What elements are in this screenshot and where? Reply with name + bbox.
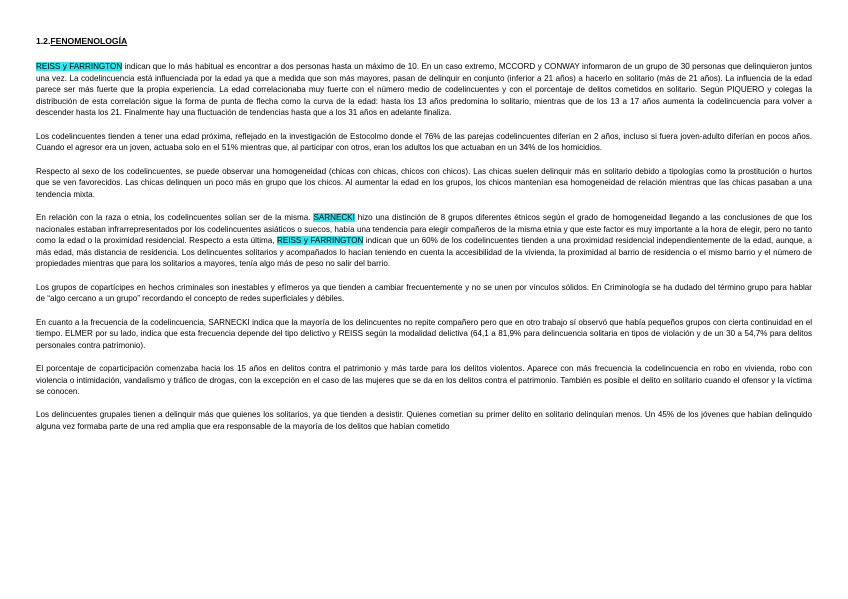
paragraph-text: En cuanto a la frecuencia de la codelincuencia, SARNECKI indica que la mayoría de los delincuentes no repite compañero pero que en otro trabajo sí observó que había pequeños grupos con cierta continuidad en el tiempo. ELMER por su lado, indica que esta frecuencia depende del tipo delictivo y REISS según la modalidad delictiva (64,1 a 81,9% para delincuencia solitaria en tipos de violación y de un 30 a 54,7% para delitos personales contra patrimonio). — [36, 317, 812, 350]
paragraph-text: Los codelincuentes tienden a tener una edad próxima, reflejado en la investigación de Estocolmo donde el 76% de las parejas codelincuentes diferían en 2 años, incluso si fuera joven-adulto diferían en pocos años. Cuando el agresor era un joven, actuaba solo en el 51% mientras que, al participar con otros, eran los adultos los que actuaban en un 34% de los homicidios. — [36, 131, 812, 153]
paragraph-8 — [36, 409, 812, 432]
highlighted-citation: REISS y FARRINGTON — [277, 236, 364, 246]
paragraph-text: En relación con la raza o etnia, los codelincuentes solían ser de la misma. — [36, 213, 314, 222]
highlighted-citation: SARNECKI — [313, 213, 355, 222]
paragraph-text: Respecto al sexo de los codelincuentes, se puede observar una homogeneidad (chicas con chicas, chicos con chicos). Las chicas suelen delinquir más en solitario debido a tipologías como la prostitución o hurtos que se ven favorecidos. Las chicas delinquen un poco más en grupo que los chicos. Al aumentar la edad en los grupos, los chicos mantenían esa homogeneidad de relación mientras que las chicas pasaban a una tendencia mixta. — [36, 166, 812, 199]
paragraph-3 — [36, 166, 812, 201]
paragraph-text: indican que lo más habitual es encontrar a dos personas hasta un máximo de 10. En un caso extremo, MCCORD y CONWAY informaron de un grupo de 30 personas que delinquieron juntos una vez. La codelincuencia está influenciada por la edad ya que a medida que son más mayores, pasan de delinquir en conjunto (inferior a 21 años) a hacerlo en solitario (más de 21 años). La influencia de la edad parece ser más fuerte que la propia experiencia. La edad correlacionaba muy fuerte con el número medio de codelincuentes y con el porcentaje de delitos cometidos en solitario. Según PIQUERO y colegas la distribución de esta correlación sigue la forma de punta de flecha como la curva de la edad: hasta los 13 años predomina lo solitario, mientras que de los 13 a 17 años aumenta la codelincuencia para volver a descender hasta los 21. Finalmente hay una fluctuación de tendencias hasta que a los 31 años en adelante finaliza. — [36, 62, 813, 118]
paragraph-text: Los delincuentes grupales tienen a delinquir más que quienes los solitarios, ya que tienden a desistir. Quienes cometían su primer delito en solitario delinquían menos. Un 45% de los jóvenes que habían delinquido alguna vez formaba parte de una red amplia que era responsable de la mayoría de los delitos que habían cometido — [36, 410, 812, 432]
paragraph-4 — [36, 212, 812, 270]
paragraph-7 — [36, 363, 812, 398]
paragraph-text: Los grupos de copartícipes en hechos criminales son inestables y efímeros ya que tienden a cambiar frecuentemente y no se unen por vínculos sólidos. En Criminología se ha dudado del término grupo para hablar de “algo cercano a un grupo” recordando el concepto de redes superficiales y débiles. — [36, 282, 812, 304]
paragraph-5 — [36, 282, 812, 305]
section-number: 1.2. — [36, 36, 51, 46]
paragraph-text: indican que un 60% de los codelincuentes tienden a una proximidad residencial independientemente de la edad, aunque, a más edad, más distancia de residencia. Los delincuentes solitarios y acompañados lo hacían teniendo en cuenta la accesibilidad de la vivienda, la proximidad al barrio de residencia o el mismo barrio y el número de propiedades mientras que para los solitarios a mayores, tenía algo más de peso no salir del barrio. — [36, 236, 812, 269]
paragraph-2 — [36, 131, 812, 154]
section-heading — [36, 36, 812, 46]
paragraph-6 — [36, 317, 812, 352]
paragraph-text: El porcentaje de coparticipación comenzaba hacia los 15 años en delitos contra el patrimonio y más tarde para los delitos violentos. Aparece con más frecuencia la codelincuencia en robo en vivienda, robo con violencia o intimidación, vandalismo y tráfico de drogas, con la excepción en el caso de las mujeres que se da en los delitos contra el patrimonio. También es posible el delito en solitario cuando el ofensor y la víctima se conocen. — [36, 364, 812, 397]
paragraph-text: hizo una distinción de 8 grupos diferentes étnicos según el grado de homogeneidad llegando a las conclusiones de que los nacionales estaban infrarrepresentados por los codelincuentes asiáticos o suecos, había una tendencia para elegir compañeros de la misma etnia y que este factor es muy importante a la hora de elegir, pero no tanto como la edad o la proximidad residencial. Respecto a esta última, — [36, 213, 813, 246]
section-title: FENOMENOLOGÍA — [50, 36, 128, 46]
highlighted-citation: REISS y FARRINGTON — [36, 62, 123, 71]
paragraph-1 — [36, 61, 812, 119]
